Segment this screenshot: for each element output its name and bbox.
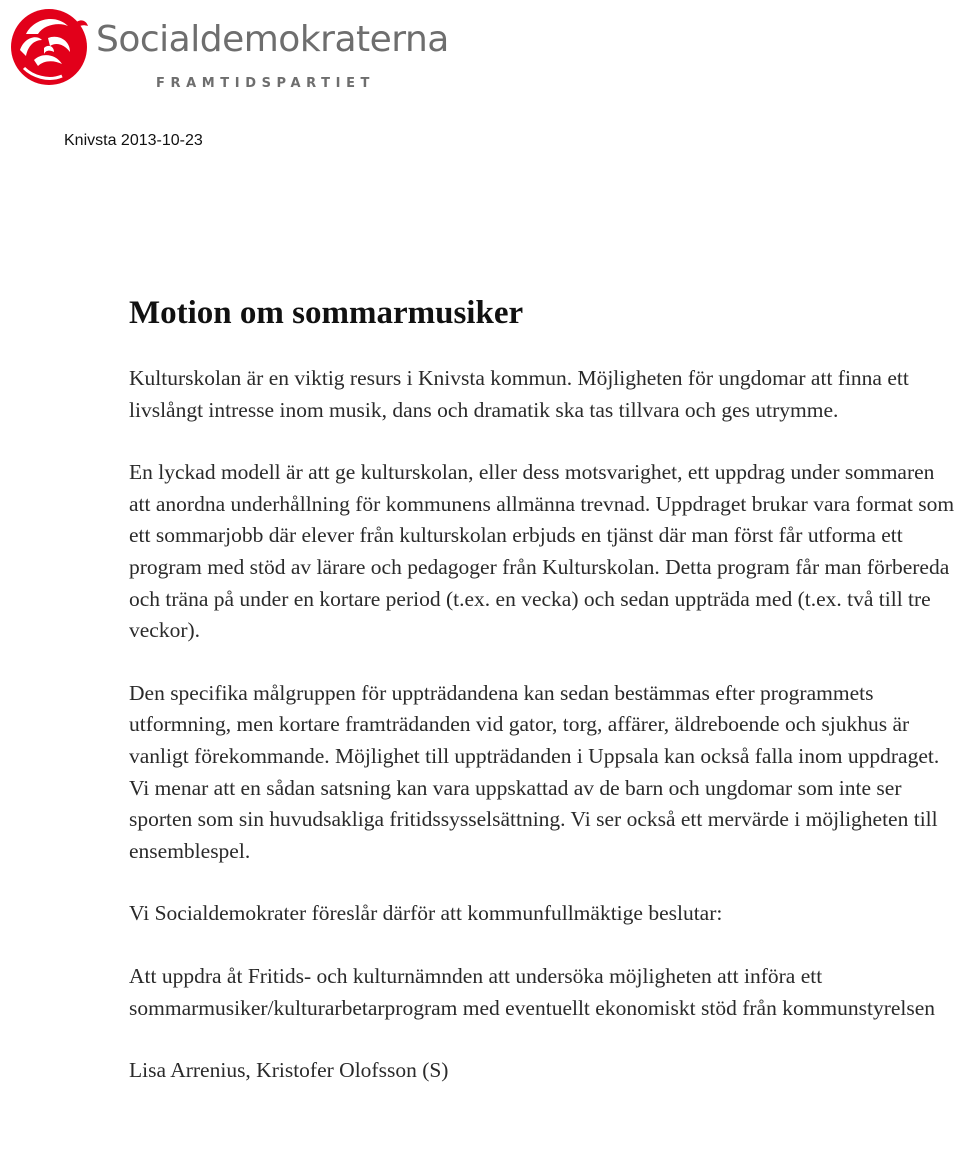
party-logo xyxy=(4,4,449,94)
paragraph-intro: Kulturskolan är en viktig resurs i Knivsta kommun. Möjligheten för ungdomar att finna ett livslångt intresse inom musik, dans och dramatik ska tas tillvara och ges utrymme. xyxy=(129,366,909,422)
signatures: Lisa Arrenius, Kristofer Olofsson (S) xyxy=(129,1058,449,1083)
logo-tagline: FRAMTIDSPARTIET xyxy=(156,76,376,91)
dateline: Knivsta 2013-10-23 xyxy=(64,132,203,149)
document-body xyxy=(129,292,955,1087)
document-title: Motion om sommarmusiker xyxy=(129,295,524,331)
paragraph-proposal-intro: Vi Socialdemokrater föreslår därför att kommunfullmäktige beslutar: xyxy=(129,901,723,926)
rose-logo-icon xyxy=(4,4,90,90)
paragraph-target-group: Den specifika målgruppen för uppträdandena kan sedan bestämmas efter programmets utformning, men kortare framträdanden vid gator, torg, affärer, äldreboende och sjukhus är vanligt förekommande. Möjlighet till uppträdanden i Uppsala kan också falla inom uppdraget. Vi menar att en sådan satsning kan vara uppskattad av de barn och ungdomar som inte ser sporten som sin huvudsakliga fritidssysselsättning. Vi ser också ett mervärde i möjligheten till ensemblespel. xyxy=(129,680,940,863)
paragraph-proposal: Att uppdra åt Fritids- och kulturnämnden att undersöka möjligheten att införa ett sommarmusiker/kulturarbetarprogram med eventuellt ekonomiskt stöd från kommunstyrelsen xyxy=(129,963,936,1020)
logo-wordmark: Socialdemokraterna xyxy=(96,19,449,60)
paragraph-model: En lyckad modell är att ge kulturskolan, eller dess motsvarighet, ett uppdrag under sommaren att anordna underhållning för kommunens allmänna trevnad. Uppdraget brukar vara format som ett sommarjobb där elever från kulturskolan erbjuds en tjänst där man först får utforma ett program med stöd av lärare och pedagoger från Kulturskolan. Detta program får man förbereda och träna på under en kortare period (t.ex. en vecka) och sedan uppträda med (t.ex. två till tre veckor). xyxy=(129,460,955,643)
